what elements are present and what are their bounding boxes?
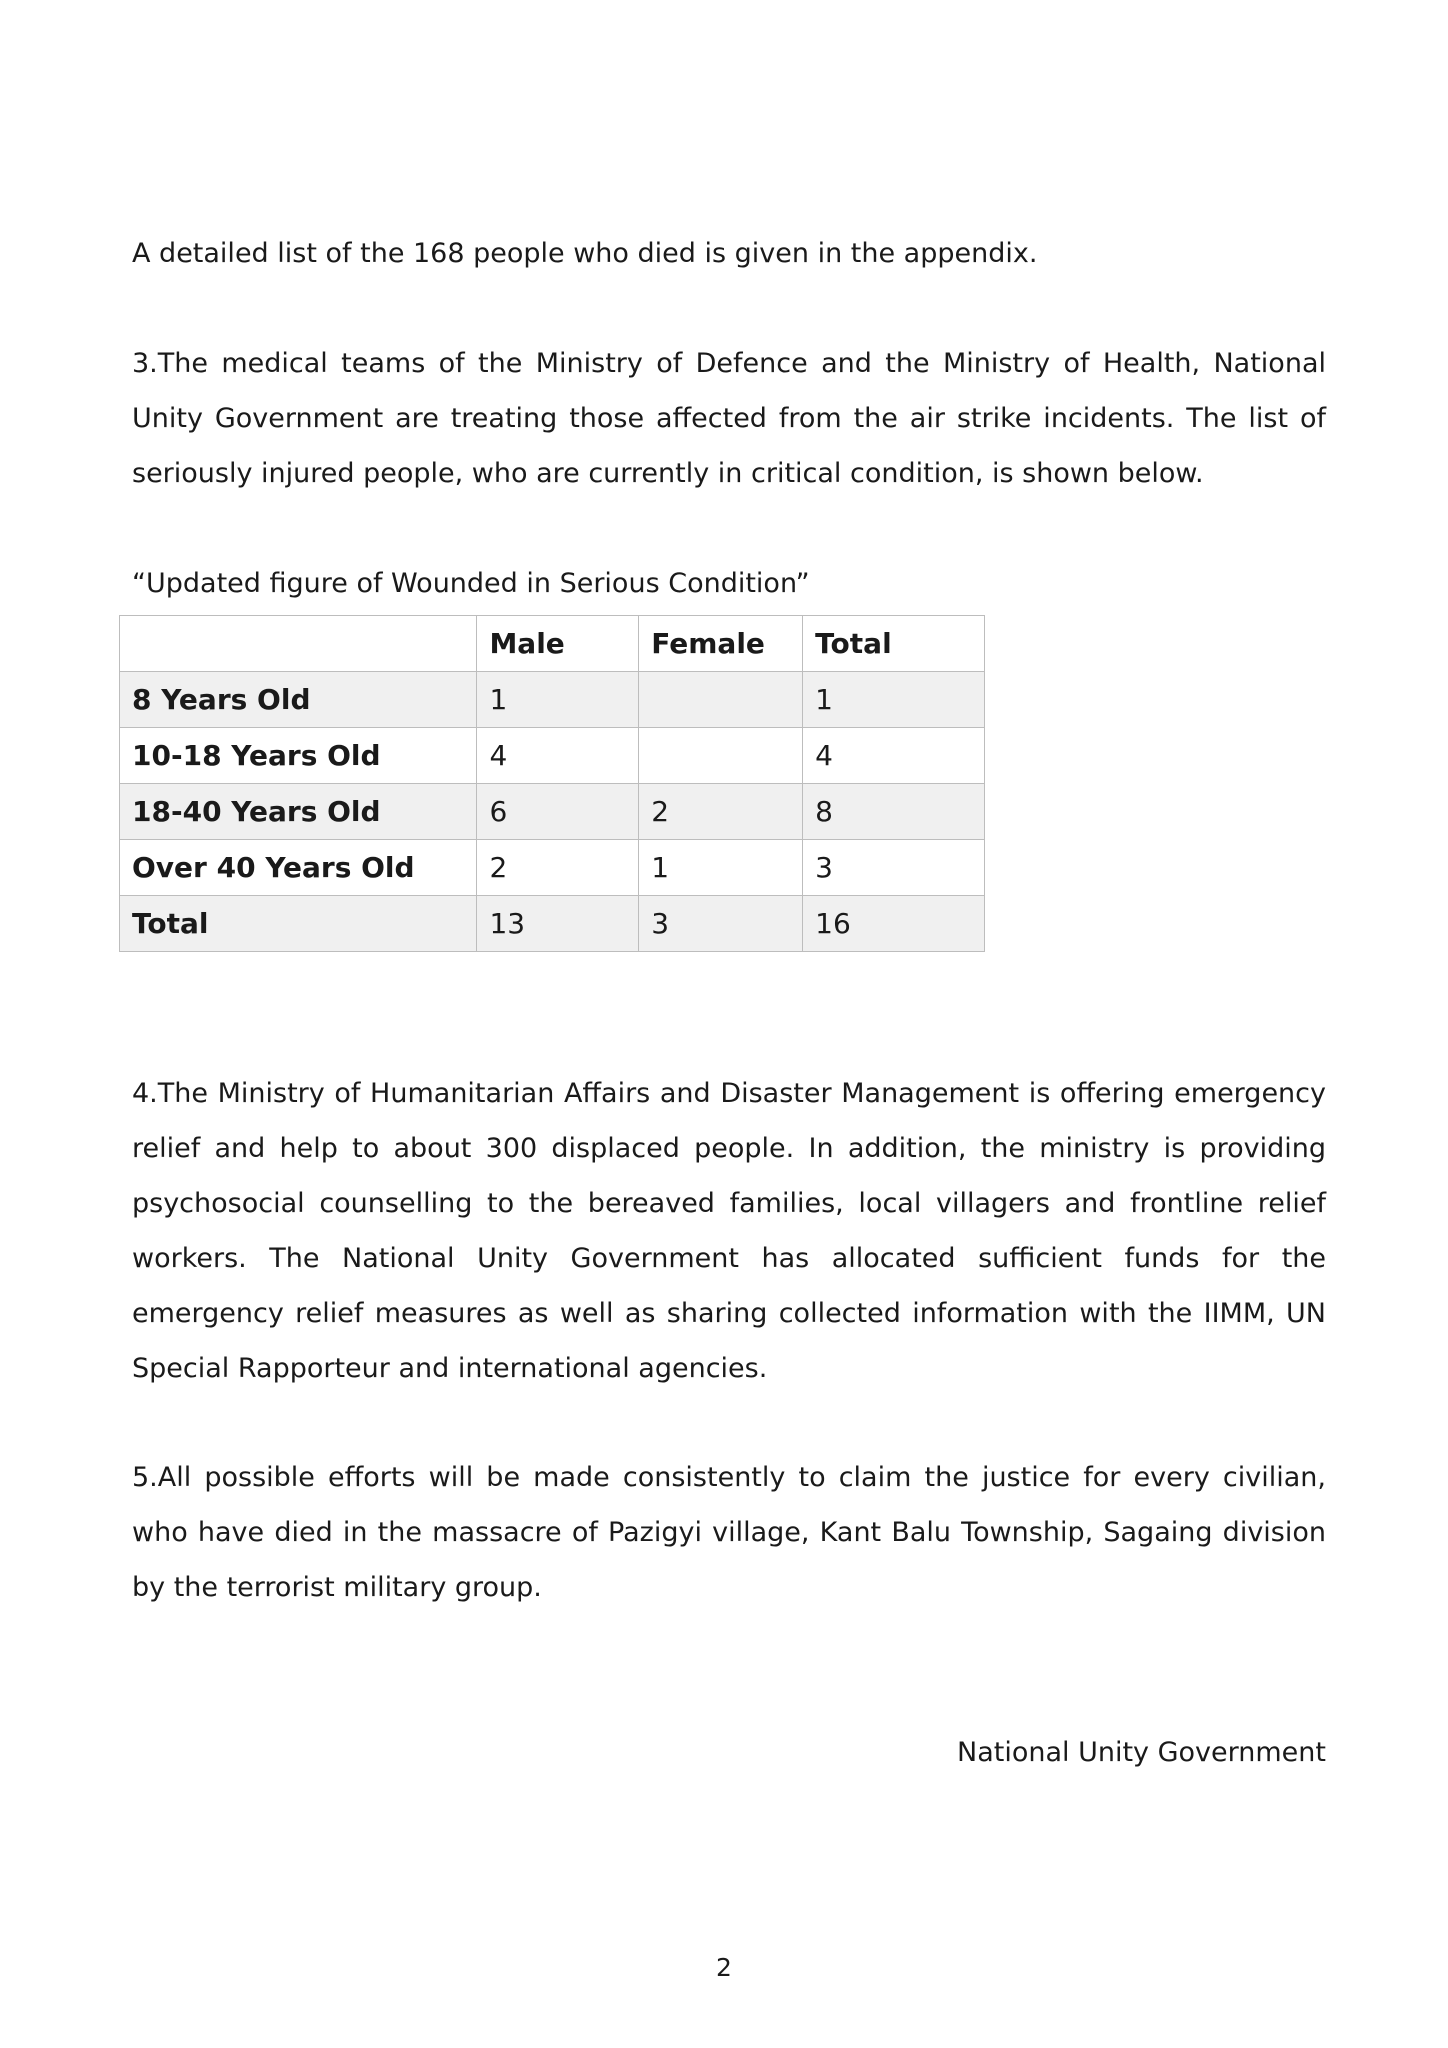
- header-cell-empty: [120, 616, 477, 672]
- paragraph-medical-teams: 3.The medical teams of the Ministry of Defence and the Ministry of Health, National Unity Government are treating those affected from the air strike incidents. The list of seriously injured people, who are currently in critical condition, is shown below.: [132, 348, 1326, 489]
- male-cell: 6: [477, 784, 639, 840]
- signature: National Unity Government: [957, 1737, 1326, 1768]
- female-cell: 1: [639, 840, 803, 896]
- table-row: [120, 672, 985, 728]
- header-cell-male: Male: [477, 616, 639, 672]
- male-cell: 1: [477, 672, 639, 728]
- male-cell: 13: [477, 896, 639, 952]
- total-cell: 8: [803, 784, 985, 840]
- header-cell-total: Total: [803, 616, 985, 672]
- total-cell: 3: [803, 840, 985, 896]
- female-cell: [639, 728, 803, 784]
- total-cell: 4: [803, 728, 985, 784]
- paragraph-justice: 5.All possible efforts will be made consistently to claim the justice for every civilian, who have died in the massacre of Pazigyi village, Kant Balu Township, Sagaing division by the terrorist military group.: [132, 1462, 1326, 1603]
- male-cell: 4: [477, 728, 639, 784]
- row-label: 8 Years Old: [120, 672, 477, 728]
- wounded-table: [119, 615, 985, 952]
- paragraph-humanitarian-affairs: 4.The Ministry of Humanitarian Affairs and Disaster Management is offering emergency relief and help to about 300 displaced people. In addition, the ministry is providing psychosocial counselling to the bereaved families, local villagers and frontline relief workers. The National Unity Government has allocated sufficient funds for the emergency relief measures as well as sharing collected information with the IIMM, UN Special Rapporteur and international agencies.: [132, 1078, 1326, 1384]
- female-cell: 2: [639, 784, 803, 840]
- total-cell: 1: [803, 672, 985, 728]
- row-label: 10-18 Years Old: [120, 728, 477, 784]
- page-number: 2: [716, 1953, 732, 1982]
- row-label: Total: [120, 896, 477, 952]
- total-cell: 16: [803, 896, 985, 952]
- table-total-row: [120, 896, 985, 952]
- female-cell: [639, 672, 803, 728]
- header-cell-female: Female: [639, 616, 803, 672]
- row-label: Over 40 Years Old: [120, 840, 477, 896]
- male-cell: 2: [477, 840, 639, 896]
- table-caption: “Updated figure of Wounded in Serious Condition”: [132, 568, 810, 599]
- table-row: [120, 784, 985, 840]
- table-row: [120, 728, 985, 784]
- row-label: 18-40 Years Old: [120, 784, 477, 840]
- table-row: [120, 840, 985, 896]
- female-cell: 3: [639, 896, 803, 952]
- paragraph-appendix: A detailed list of the 168 people who died is given in the appendix.: [132, 238, 1038, 269]
- table-header-row: [120, 616, 985, 672]
